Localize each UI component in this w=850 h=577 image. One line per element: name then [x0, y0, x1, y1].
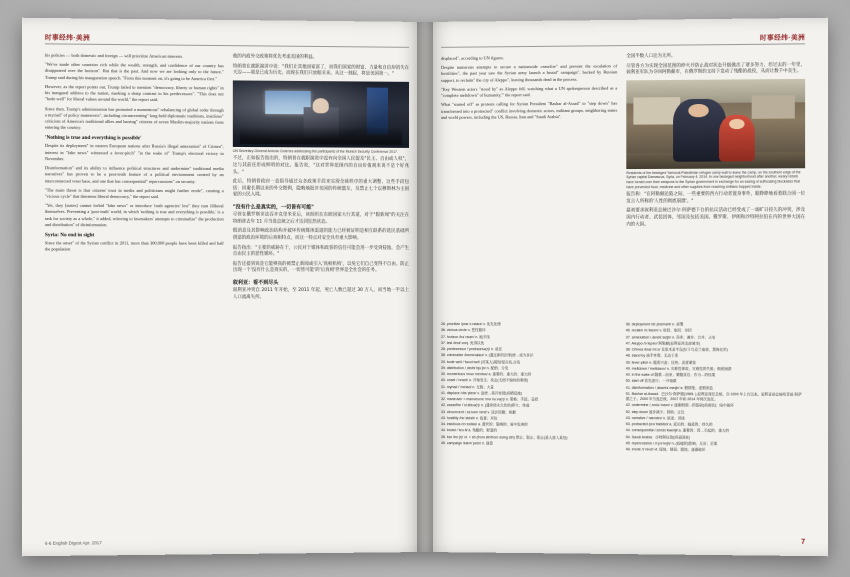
- glossary-entry: 28. predecessor /ˈpredəsesə(r)/ n. 前任: [440, 347, 503, 352]
- paragraph: 不过，正如报告指出的，特朗普在就职演说中没有向全国人民提及"民主、自由或人权"，这与其前任形成鲜明的对比。报告说，"这对世界范围内的自由价值观来说不是个好兆头。": [232, 156, 410, 175]
- paragraph: 尽管各方为实现全国范围的停火并防止敌对状态升级做出了诸多努力，但过去的一年里，叙利亚军队为夺回阿勒颇市，在俄罗斯的支持下发动了残酷的战役，从而让数千中丧生。: [626, 62, 806, 76]
- paragraph: 他的内政外交政策将优先考虑美国的利益。: [232, 54, 318, 61]
- right-col-chinese: [626, 52, 805, 302]
- left-col-chinese: [233, 54, 409, 528]
- glossary-entry: 39. distribution /ˌdɪstrɪˈbjuːʃn/ n. 配销；分发: [440, 365, 509, 371]
- glossary-entry: 35. bar /bɑː(r)/ vt. = sb (from sth/from doing sth) 禁止；阻止；阻止(某人进入某处): [440, 434, 568, 440]
- glossary-entry: 43. hostility /hɒˈstɪləti/ n. 敌意；对抗: [440, 415, 498, 421]
- glossary-entry: 53. protracted /prəˈtræktɪd/ a. 延长的；拖延的；持久的: [625, 422, 713, 427]
- glossary-entry: 38. criminalize /krɪmɪnəlaɪz/ v. (通过新的法律)使…成为非法: [440, 353, 534, 358]
- glossary-list: [441, 322, 805, 454]
- left-page-columns: [45, 52, 409, 529]
- glossary-entry: 46. erode /ɪˈrəʊd/ vt. 侵蚀；削弱；腐蚀；逐渐破坏: [625, 447, 706, 452]
- glossary-entry: 45. repercussion /ˌriːpəˈkʌʃn/ n. (间接的)影响；反应；后果: [625, 440, 718, 446]
- glossary-entry: 47. Aleppo /əˈlepəʊ/ 阿勒颇(叙利亚西北部城市): [625, 341, 701, 346]
- glossary-entry: 42. ceasefire /ˈsiːsfaɪə(r)/ n. (通常指永久性的)停火；休战: [440, 403, 530, 408]
- photo-lighting: [233, 80, 409, 147]
- running-head-right: 时事经纬·美洲: [759, 34, 806, 42]
- glossary-entry: 29. bode well /ˈbəʊd wel/ (对某人)展现/是吉兆,吉兆: [440, 359, 521, 364]
- paragraph: Despite numerous attempts to secure a nationwide ceasefire" and prevent the escalation of hostilities", the past year saw the Syrian army launch a brutal" campaign", backed by Russian support, to reclaim" the city of Aleppo", leaving thousands dead in the process.: [440, 63, 618, 83]
- paragraph: 假消息及其影响政治结构并破坏传统媒体渠道的能力已经被证明是相互联系的选民基础所创造的政治环境的后真相特点，而这一特点对安全具有重大影响。: [232, 228, 410, 241]
- paragraph: 最初要求叙利亚总统巴沙尔·阿萨德下台的抗议活动已经变成了一场旷日持久的冲突，涉及国内行动者、武装团体、邻国及包括美国、俄罗斯、伊朗和沙特阿拉伯在内的世界大国在内的大国。: [626, 208, 806, 228]
- paragraph: 报告还提到说是它能够真的被禁止新闻或引入'真相机构'，以免它们自己变得不自由。防止出现一个'没有什么是真实的，一切皆可能'的'后真相'世界是全社会的任务。: [232, 261, 410, 274]
- paragraph: 全国半数人口沦为无所。: [626, 53, 676, 60]
- paragraph: "Yet, they [states] cannot forbid "fake news" or introduce 'truth agencies' lest" they turn illiberal themselves. Preventing a 'post-truth' world, in which 'nothing is true and everything is possible,' is a task for society as a whole," it added, referring to lawmakers' attempts to criminalize" the production and distribution" of disinformation.: [44, 202, 224, 228]
- paragraph: his policies — both domestic and foreign — will prioritize American interests.: [44, 52, 184, 59]
- glossary-entry: 26. prioritize /praɪˈɔːrətaɪz/ v. 优先处理: [440, 322, 501, 327]
- glossary-entry: 37. lest /lest/ conj. 免得以免: [440, 340, 485, 345]
- glossary-entry: 43. narrative /ˈnærətɪv/ n. 叙述；讲述: [625, 415, 685, 421]
- photo-caption: Residents of the besieged Yarmouk Palestinian refugee camp wait to leave the camp, on the southern edge of the Syrian capital Damascus, Syria, on February 4, 2014. In one besieged neighborhood after another, weary rebels have turned over their weapons to the Syrian government in exchange for an easing of suffocating blockades that have prevented food, medicine and other supplies from reaching civilians trapped inside.: [626, 170, 801, 189]
- left-page: [22, 18, 425, 557]
- un-press-conference-photo: [233, 80, 409, 147]
- magazine-spread: [28, 22, 822, 552]
- paragraph: However, as the report points out, Trump failed to mention "democracy, liberty or human rights" in his inaugural address to the nation, marking a sharp contrast to his predecessors". "This does not "bode well" for liberal values around the world," the report said.: [44, 83, 224, 103]
- header-rule-left: [45, 43, 409, 47]
- paragraph: 特朗普在就职演讲中说："我们让其他国家富了，而我们国家的财富、力量和自信却消失在天边——那是已成为历史。而现在我们只放眼未来。从这一刻起，将是美国第一。": [232, 63, 410, 77]
- glossary-entry: 41. disinformation /ˌdɪsɪnfəˈmeɪʃn/ n. 假情报；虚假消息: [625, 385, 713, 390]
- glossary-entry: 50. start off 首先进行；一开始做: [625, 378, 677, 384]
- glossary-section: [441, 322, 805, 530]
- glossary-entry: 46. reclaim /rɪˈkleɪm/ v. 收回；取回；夺回: [625, 328, 692, 333]
- glossary-entry: 38. Crimea /kraɪˈmiːə/ 克里米亚半岛(位于乌克兰南部，黑海北岸): [625, 347, 728, 352]
- right-page-columns: [441, 52, 805, 302]
- glossary-entry: 27. horizon /həˈraɪzn/ n. 地平线: [440, 334, 490, 339]
- paragraph: 叙利亚冲突自 2011 年开始，至 2011 年起，死亡人数已超过 30 万人，而当地一半以上人口流离失所。: [232, 287, 410, 300]
- glossary-entry: 48. stand by 袖手旁观；无动于衷: [625, 353, 679, 358]
- paragraph: 此后，特朗普政府一直倡导通过众多政策手段来实现全球秩序的重大调整，这些手段包括：回避长期以来的外交惯例，隐晦地批评美国的传统盟友，及禁止七个以穆斯林为主国家的公民入境。: [232, 179, 410, 198]
- paragraph: "We've made other countries rich while the wealth, strength, and confidence of our country has disappeared over the horizon". But that is the past. And now we are looking only to the future," Trump said during his inauguration speech. "From this moment on, it's going to be America first.": [44, 61, 224, 81]
- paragraph: displaced", according to UN figures.: [440, 55, 504, 61]
- paragraph: Since then, Trump's administration has promoted a momentous" rebalancing of global order through a myriad" of policy maneuvers", including circumventing" long-held diplomatic traditions, insidious" criticism of America's traditional allies and barring" citizens of seven Muslim-majority nations from entering the country.: [44, 105, 224, 131]
- paragraph: "Key Western actors "stood by" as Aleppo fell, watching what a UN spokesperson described as a "complete meltdown" of humanity,'" the report said.: [440, 85, 618, 98]
- glossary-entry: 36. vicious circle n. 恶性循环: [440, 328, 486, 333]
- header-rule-right: [441, 43, 805, 47]
- photo-face: [689, 104, 709, 117]
- subheading: 叙利亚：看不到尽头: [232, 279, 279, 286]
- left-col-english: [45, 52, 224, 529]
- glossary-entry: 40. in the wake of 随着…而来；紧随其后；作为…的结果: [625, 372, 716, 378]
- photo-caption: UN Secretary-General Antonio Guterres addressing the participants of the Munich Security Conference 2017.: [232, 148, 398, 154]
- glossary-entry: 30. momentous /məʊˈmentəs/ a. 重要的；重大的；重大的: [440, 372, 532, 377]
- subheading: Syria: No end in sight: [44, 232, 95, 239]
- paragraph: 尽管在俄罗斯非法吞并克里米亚后，该组织在东欧国家大行其道，对于"假新闻"的关注在特朗普去年 11 月当选总统之后才达到狂热状态。: [232, 212, 410, 225]
- glossary-entry: 42. undermine /ˌʌndəˈmaɪn/ v. 逐渐削弱…的基础(或威信)；暗中破坏: [625, 403, 734, 408]
- paragraph: "The main threat is that citizens' trust in media and politicians might further erode", creating a "vicious cycle" that threatens liberal democracy," the report said.: [44, 187, 224, 200]
- glossary-entry: 52. step down 逐步减少；辞职；让位: [625, 409, 685, 414]
- yarmouk-refugee-camp-photo: [626, 79, 805, 169]
- glossary-entry: 33. circumvent /ˌsɜːkəmˈvent/ v. 设法回避；规避: [440, 409, 516, 414]
- subheading: 'Nothing is true and everything is possible': [44, 135, 142, 142]
- glossary-entry: 31. myriad /ˈmɪriəd/ n. 无数；大量: [440, 384, 494, 389]
- glossary-entry: 40. onset /ˈɒnset/ n. 开始发生；攻击(尤指不愉快的事情): [440, 378, 529, 383]
- photo-child-face: [729, 119, 745, 129]
- folio-left: 6-6 English Digest Apr. 2017: [44, 540, 102, 546]
- paragraph: Since the onset" of the Syrian conflict in 2011, more than 300,000 people have been killed and half the population: [44, 240, 224, 252]
- glossary-entry: 54. Saudi Arabia：沙特阿拉伯(西亚国家): [625, 434, 690, 440]
- glossary-entry: 39. fever-pitch n. 极度兴奋；狂热；高度紧张: [625, 360, 697, 365]
- photo-tent: [751, 95, 794, 118]
- glossary-entry: 45. campaign /kæmˈpeɪn/ n. 战役: [440, 440, 493, 446]
- glossary-entry: 44. consequential /ˌkɒnsɪˈkwenʃl/ a. 重要的；因…引起的；重大的: [625, 428, 730, 434]
- glossary-entry: 34. insidious /ɪnˈsɪdiəs/ a. 潜伏的；隐晦的；暗中危害的: [440, 422, 528, 427]
- folio-right: 7: [801, 538, 806, 546]
- glossary-entry: 37. annexation /ˌænekˈseɪʃn/ n. 吞并；兼并；合并；占有: [625, 334, 716, 340]
- glossary-entry: 32. maneuver = manoeuvre /məˈnuːvə(r)/ n. 策略；手段；花招: [440, 397, 539, 402]
- photo-child: [719, 115, 755, 162]
- glossary-entry: 36. deployment /dɪˈplɔɪmənt/ n. 部署: [625, 322, 684, 327]
- right-col-english: [441, 54, 617, 302]
- paragraph: Despite its deployment" in eastern European nations after Russia's illegal annexation" of Crimea", interest in "fake news" witnessed a fever-pitch" "in the wake of" Trump's electoral victory in November.: [44, 143, 224, 162]
- paragraph: Disinformation" and its ability to influence political structures and undermine" traditional media narratives" has proven to be a post-truth feature of a political environment created by an interconnected voter base, and one that has consequential" repercussions" on security.: [44, 165, 224, 184]
- running-head-left: 时事经纬·美洲: [44, 34, 91, 42]
- glossary-entry: 44. brutal /ˈbruːtl/ a. 残酷的；野蛮的: [440, 428, 497, 433]
- glossary-entry: 49. meltdown /ˈmeltdaʊn/ n. 灾难性事故；灾难性的失败；彻底崩溃: [625, 366, 732, 371]
- glossary-entry: 41. displace /dɪsˈpleɪs/ v. 迫使…离开家园(或栖息地): [440, 390, 522, 396]
- glossary-entry: 51. Bashar al-Assad：巴沙尔·阿萨德(1965- ),叙利亚现任总统，自 2000 年上台以来。叙利亚前总统哈菲兹·阿萨德之子。2000 年当选总统，2007 年和 2014 年两次连任。: [625, 391, 802, 402]
- paragraph: 报告称："在阿勒颇沦陷之际，一些重要的西方行动者置身事外，眼睁睁地看着联合国一位发言人所称的'人性的彻底崩溃'。": [626, 191, 806, 205]
- paragraph: 报告指出："主要的威胁在于，公民对于媒体和政客的信任可能会进一步受到侵蚀，会产生自由民主的恶性循环。": [232, 245, 410, 257]
- paragraph: What "started off" as protests calling for Syrian President "Bashar al-Assad" to "step down" has transformed into a protracted" conflict involving domestic actors, militant groups, neighboring states and world powers, including the US, Russia, Iran and "Saudi Arabia".: [440, 100, 618, 120]
- right-page: [425, 18, 828, 557]
- subheading: "没有什么是真实的，一切皆有可能": [232, 204, 314, 211]
